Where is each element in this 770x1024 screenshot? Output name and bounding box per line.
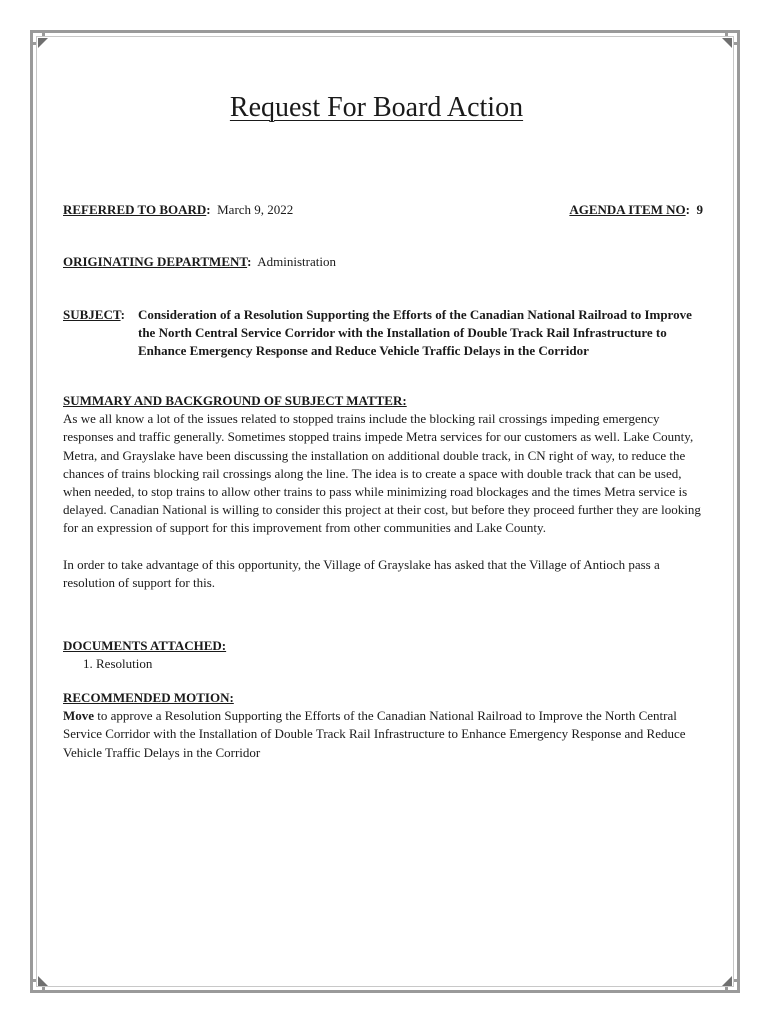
department-value: Administration <box>257 254 336 269</box>
referred-label: REFERRED TO BOARD <box>63 202 207 217</box>
motion-heading: RECOMMENDED MOTION: <box>63 690 234 705</box>
corner-ornament-top-left <box>38 38 48 48</box>
corner-ornament-bottom-right <box>722 976 732 986</box>
summary-paragraph-1: As we all know a lot of the issues related to stopped trains include the blocking rail crossings impeding emergency responses and traffic generally. Sometimes stopped trains impede Metra services for our customers as well. Lake County, Metra, and Grayslake have been discussing the installation on additional double track, in CN right of way, to reduce the chances of trains blocking rail crossings along the line. The idea is to create a space with double track that can be used, when needed, to stop trains to allow other trains to pass while minimizing road blockages and the times Metra service is delayed. Canadian National is willing to consider this project at their cost, but before they proceed further they are looking for an expression of support for this improvement from other communities and Lake County. <box>63 411 701 536</box>
motion-verb: Move <box>63 708 95 724</box>
motion-text: to approve a Resolution Supporting the Efforts of the Canadian National Railroad to Improve the North Central Service Corridor with the Installation of Double Track Rail Infrastructure to Enhance Emergency Response and Reduce Vehicle Traffic Delays in the Corridor <box>63 708 686 760</box>
border-tick <box>30 979 36 982</box>
referred-value: March 9, 2022 <box>217 202 294 217</box>
department-label: ORIGINATING DEPARTMENT <box>63 254 248 269</box>
list-item: 1. Resolution <box>83 656 153 672</box>
subject-text: Consideration of a Resolution Supporting the Efforts of the Canadian National Railroad to Improve the North Central Service Corridor with the Installation of Double Track Rail Infrastructure to Enhance Emergency Response and Reduce Vehicle Traffic Delays in the Corridor <box>138 307 692 358</box>
corner-ornament-bottom-left <box>38 976 48 986</box>
border-tick <box>725 30 728 36</box>
summary-section <box>63 392 703 592</box>
border-tick <box>725 987 728 993</box>
agenda-label: AGENDA ITEM NO <box>569 202 686 217</box>
summary-paragraph-2: In order to take advantage of this opportunity, the Village of Grayslake has asked that the Village of Antioch pass a resolution of support for this. <box>63 556 660 590</box>
corner-ornament-top-right <box>722 38 732 48</box>
border-tick <box>30 42 36 45</box>
agenda-value: 9 <box>696 202 703 217</box>
border-tick <box>734 979 740 982</box>
border-tick <box>734 42 740 45</box>
documents-heading: DOCUMENTS ATTACHED: <box>63 638 227 653</box>
originating-department: ORIGINATING DEPARTMENT: Administration <box>63 254 336 269</box>
agenda-item: AGENDA ITEM NO: 9 <box>569 202 703 217</box>
subject-section <box>63 306 703 360</box>
documents-section <box>63 637 703 673</box>
summary-heading: SUMMARY AND BACKGROUND OF SUBJECT MATTER: <box>63 393 407 408</box>
referred-to-board: REFERRED TO BOARD: March 9, 2022 <box>63 202 294 217</box>
page-title: Request For Board Action <box>229 92 524 123</box>
border-tick <box>42 987 45 993</box>
motion-paragraph <box>63 707 703 762</box>
motion-section <box>63 689 703 762</box>
border-tick <box>42 30 45 36</box>
subject-heading: SUBJECT: <box>63 307 125 322</box>
